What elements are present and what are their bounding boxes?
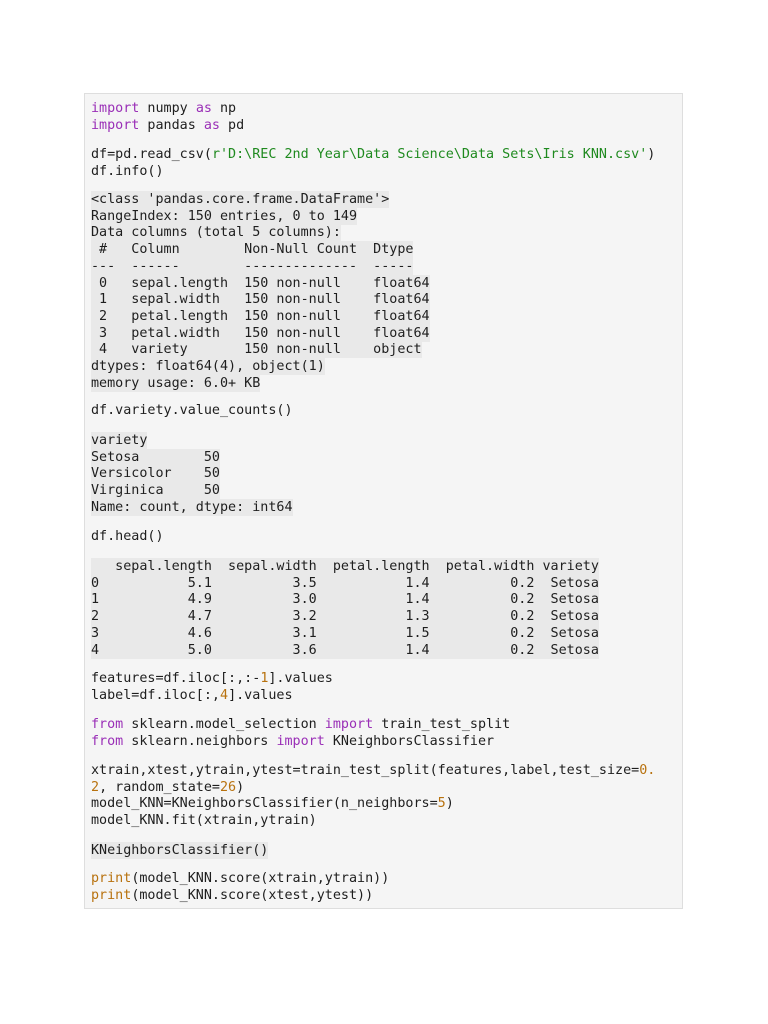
code-token: pd [220,117,245,133]
notebook-page [84,93,683,909]
code-token: df.head() [91,529,164,544]
code-line [91,733,494,750]
output-line: 0 sepal.length 150 non-null float64 [91,275,430,291]
output-line: Versicolor 50 [91,466,220,482]
output-line: Name: count, dtype: int64 [91,499,293,515]
output-line: <class 'pandas.core.frame.DataFrame'> [91,192,390,207]
code-line [91,146,655,163]
code-token: 4 [220,687,229,703]
code-token: , random_state= [99,779,220,795]
code-token: 5 [437,796,446,812]
code-token: sklearn.model_selection [123,717,325,732]
code-token: 26 [220,779,237,795]
output-line: 1 sepal.width 150 non-null float64 [91,292,430,308]
code-line [91,779,244,796]
output-line: 3 petal.width 150 non-null float64 [91,325,430,341]
code-token: train_test_split [373,717,511,732]
output-line: 0 5.1 3.5 1.4 0.2 Setosa [91,575,599,591]
code-token: from [91,733,124,749]
code-token: np [211,101,237,116]
output-line: Virginica 50 [91,483,220,499]
output-line: variety [91,433,148,448]
code-token: model_KNN=KNeighborsClassifier(n_neighbors= [91,796,438,812]
code-token: from [91,717,124,732]
code-token: features=df.iloc[:,:- [91,671,261,686]
output-line: 4 variety 150 non-null object [91,342,422,358]
code-token: import [276,733,325,749]
output-line: 1 4.9 3.0 1.4 0.2 Setosa [91,592,599,608]
code-token: sklearn.neighbors [123,733,277,749]
code-line [91,402,293,419]
code-line [91,670,333,687]
code-token: 1 [260,671,269,686]
output-line: KNeighborsClassifier() [91,843,269,858]
output-line: memory usage: 6.0+ KB [91,375,261,391]
code-token: df.variety.value_counts() [91,403,293,418]
code-token: as [195,101,212,116]
code-line [91,117,244,134]
code-token: print [91,887,132,903]
code-token: label=df.iloc[:, [91,687,220,703]
code-token: as [203,117,220,133]
code-line [91,528,164,545]
output-line: dtypes: float64(4), object(1) [91,359,325,374]
output-line: RangeIndex: 150 entries, 0 to 149 [91,208,358,224]
code-line [91,100,236,117]
output-line: 2 petal.length 150 non-null float64 [91,308,430,324]
code-token: pandas [139,117,204,133]
code-token: numpy [139,101,196,116]
code-token: r'D:\REC 2nd Year\Data Science\Data Sets\Iris KNN.csv' [211,147,648,162]
code-line [91,795,454,812]
code-token: (model_KNN.score(xtest,ytest)) [131,887,374,903]
code-token: df=pd.read_csv( [91,147,212,162]
code-token: ].values [228,687,293,703]
code-token: 0. [639,763,656,778]
code-token: ) [647,147,656,162]
code-token: ) [445,796,454,812]
output-line: Data columns (total 5 columns): [91,225,341,241]
output-line: 4 5.0 3.6 1.4 0.2 Setosa [91,642,599,658]
code-line [91,163,164,180]
code-token: import [324,717,374,732]
code-token: xtrain,xtest,ytrain,ytest=train_test_split(features,label,test_size= [91,763,640,778]
output-line: sepal.length sepal.width petal.length petal.width variety [91,559,599,574]
code-token: (model_KNN.score(xtrain,ytrain)) [131,871,390,886]
output-line: Setosa 50 [91,449,220,465]
code-line [91,762,655,779]
code-line [91,870,389,887]
code-token: df.info() [91,163,164,179]
output-line: 2 4.7 3.2 1.3 0.2 Setosa [91,609,599,625]
code-token: model_KNN.fit(xtrain,ytrain) [91,813,317,829]
code-token: KNeighborsClassifier [324,733,495,749]
code-token: import [91,101,140,116]
code-line [91,716,510,733]
code-token: 2 [91,779,100,795]
code-token: print [91,871,132,886]
code-line [91,812,317,829]
code-token: ].values [268,671,333,686]
code-line [91,887,373,904]
code-line [91,687,293,704]
code-token: import [91,117,140,133]
output-line: # Column Non-Null Count Dtype [91,242,414,258]
output-line: --- ------ -------------- ----- [91,258,414,274]
code-token: ) [236,779,245,795]
output-line: 3 4.6 3.1 1.5 0.2 Setosa [91,625,599,641]
